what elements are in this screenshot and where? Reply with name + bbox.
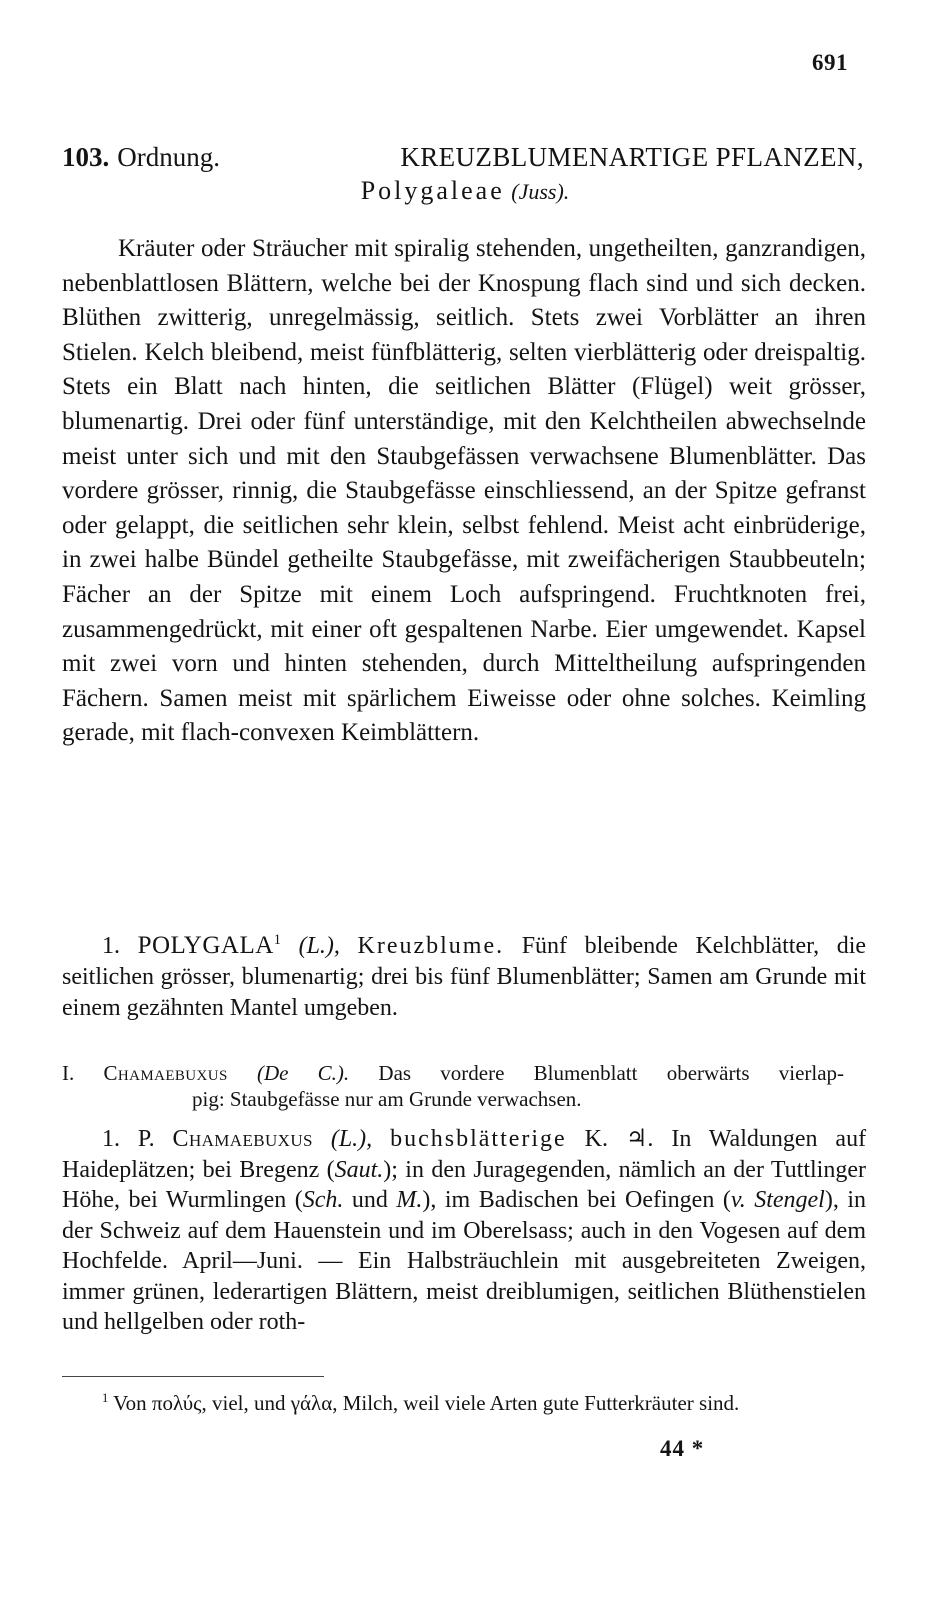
species-text-d: ), im Badischen bei Oefingen ( — [422, 1187, 731, 1213]
section-number: I. — [62, 1061, 75, 1085]
section-key — [62, 1060, 844, 1112]
footnote-rule — [62, 1376, 324, 1377]
order-label: Ordnung. — [117, 142, 220, 172]
section-text-1: Das vordere Blumenblatt oberwärts vierlap- — [378, 1061, 845, 1085]
footnote — [62, 1390, 846, 1417]
species-text-b: ); in den Juragegenden, nämlich an der Tuttlinger Höhe, bei Wurmlingen ( — [62, 1156, 866, 1213]
species-name: Chamaebuxus — [172, 1126, 313, 1152]
order-title — [62, 140, 220, 174]
order-authority: (Juss). — [511, 179, 570, 204]
genus-footnote-mark: 1 — [273, 932, 281, 948]
order-name: KREUZBLUMENARTIGE PFLANZEN, — [400, 142, 864, 172]
species-entry — [62, 1124, 866, 1338]
collector-stengel: v. Stengel — [730, 1187, 825, 1213]
page-number: 691 — [812, 50, 848, 75]
footnote-mark: 1 — [102, 1391, 109, 1405]
footnote-text: Von πολύς, viel, und γάλα, Milch, weil viele Arten gute Futterkräuter sind. — [113, 1391, 740, 1415]
species-common-name: buchsblätterige — [390, 1126, 567, 1152]
genus-description: Fünf bleibende Kelchblätter, die seitlichen grösser, blumenartig; drei bis fünf Blumenblätter; Samen am Grunde mit einem gezähnten Mantel umgeben. — [62, 933, 867, 1021]
order-heading — [62, 140, 864, 174]
perennial-symbol: ♃. — [625, 1126, 654, 1152]
section-key-line-1 — [62, 1060, 844, 1086]
collector-m: M. — [396, 1187, 423, 1213]
species-abbrev: K. — [584, 1126, 608, 1152]
order-description: Kräuter oder Sträucher mit spiralig stehenden, ungetheilten, ganzrandigen, nebenblattlosen Blättern, welche bei der Knospung flach sind und sich decken. Blüthen zwitterig, unregelmässig, seitlich. Stets zwei Vorblätter an ihren Stielen. Kelch bleibend, meist fünfblätterig, selten vierblätterig oder dreispaltig. Stets ein Blatt nach hinten, die seitlichen Blätter (Flügel) weit grösser, blumenartig. Drei oder fünf unterständige, mit den Kelchtheilen abwechselnde meist unter sich und mit den Staubgefässen verwachsene Blumenblätter. Das vordere grösser, rinnig, die Staubgefässe einschliessend, an der Spitze gefranst oder gelappt, die seitlichen sehr klein, selbst fehlend. Meist acht einbrüderige, in zwei halbe Bündel getheilte Staubgefässe, mit zweifächerigen Staubbeuteln; Fächer an der Spitze mit einem Loch aufspringend. Fruchtknoten frei, zusammengedrückt, mit einer oft gespaltenen Narbe. Eier umgewendet. Kapsel mit zwei vorn und hinten stehenden, durch Mitteltheilung aufspringenden Fächern. Samen meist mit spärlichem Eiweisse oder ohne solches. Keimling gerade, mit flach-convexen Keimblättern. — [62, 235, 866, 747]
order-latin-line — [0, 174, 930, 209]
genus-entry — [62, 930, 866, 1024]
species-authority: (L.), — [330, 1126, 373, 1152]
signature-mark: 44 * — [660, 1436, 705, 1461]
order-latin-name: Polygaleae — [360, 176, 505, 205]
section-text-2: pig: Staubgefässe nur am Grunde verwachsen. — [192, 1087, 582, 1111]
order-number: 103. — [62, 142, 110, 172]
genus-authority: (L.), — [298, 933, 340, 959]
genus-name: POLYGALA — [137, 932, 274, 959]
species-text-c: und — [343, 1187, 397, 1213]
section-name: Chamaebuxus — [103, 1061, 228, 1085]
genus-number: 1. — [102, 933, 120, 959]
genus-common-name: Kreuzblume. — [357, 933, 505, 959]
collector-sch: Sch. — [302, 1187, 344, 1213]
species-number: 1. P. — [102, 1126, 155, 1152]
collector-saut: Saut. — [334, 1156, 384, 1183]
species-text-a: In Waldungen auf Haideplätzen; bei Bregenz ( — [62, 1126, 867, 1183]
species-text-e: ), in der Schweiz auf dem Hauenstein und im Oberelsass; auch in den Vogesen auf dem Hochfelde. April—Juni. — Ein Halbsträuchlein mit ausgebreiteten Zweigen, immer grünen, lederartigen Blättern, meist dreiblumigen, seitlichen Blüthenstielen und hellgelben oder roth- — [62, 1187, 867, 1335]
section-authority: (De C.). — [256, 1061, 350, 1085]
